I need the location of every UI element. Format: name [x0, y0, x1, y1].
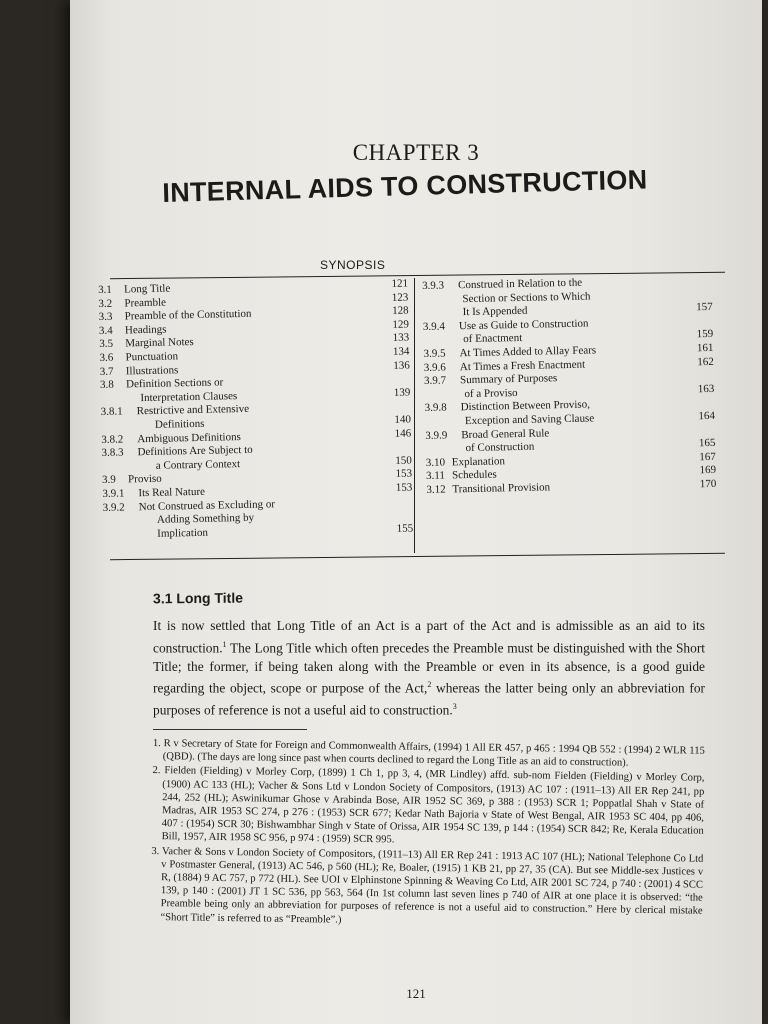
synopsis-entry-label: Restrictive and Extensive — [136, 403, 250, 418]
synopsis-entry-number: 3.5 — [99, 338, 114, 351]
body-text-3: whereas the latter being only an abbreviation for purposes of reference is not a useful aid to construction. — [153, 680, 705, 718]
synopsis-entry-label: Distinction Between Proviso, — [460, 398, 591, 414]
body-paragraph — [153, 617, 705, 720]
synopsis-entry-page: 134 — [392, 345, 410, 358]
synopsis-entry-page: 121 — [391, 277, 409, 290]
synopsis-entry-number: 3.9 — [101, 473, 116, 487]
synopsis-entry-number — [423, 315, 463, 316]
synopsis-entry-label: Marginal Notes — [125, 336, 194, 350]
synopsis-entry-number: 3.9.3 — [422, 279, 445, 292]
body-text-2: The Long Title which often precedes the Preamble must be distinguished with the Short Title; the former, if being taken along with the Preamble or even in its absence, is a good guide regarding the object, scope or purpose of the Act, — [153, 640, 705, 696]
synopsis-entry-label: Broad General Rule — [461, 426, 550, 441]
synopsis-right-column — [422, 274, 716, 498]
synopsis-entry-page: 157 — [696, 301, 713, 314]
synopsis-entry-label: Its Real Nature — [138, 485, 206, 500]
synopsis-entry-page: 140 — [394, 413, 412, 426]
synopsis-entry-label: Schedules — [451, 468, 497, 482]
synopsis-entry-label: Preamble — [124, 296, 167, 310]
synopsis-entry-number: 3.4 — [98, 324, 113, 337]
synopsis-entry-label: Adding Something by — [156, 511, 255, 526]
footnote-3: 3. Vacher & Sons v London Society of Compositors, (1911–13) All ER Rep 241 : 1913 AC 107 (HL); National Telephone Co Ltd v Postmaster General, (1913) AC 546, p 560 (HL); Re, Boaler, (1915) 1 KB 21, pp 27, 35 (CA). But see Middle-sex Justices v R, (1884) 9 AC 757, p 772 (HL). See UOI v Elphinstone Spinning & Weaving Co Ltd, AIR 2001 SC 724, p 740 : (2001) 4 SCC 139, p 140 : (2001) JT 1 SC 536, pp 563, 564 (In 1st column last seven lines p 740 of AIR at one place it is observed: “the Preamble being only an abbreviation for purposes of reference is not a useful aid to construction.” Here by clerical mistake “Short Title” is referred to as “Preamble”.) — [151, 845, 704, 926]
footnote-1: 1. R v Secretary of State for Foreign and Commonwealth Affairs, (1994) 1 All ER 457, p 465 : 1994 QB 552 : (1994) 2 WLR 115 (QBD). (The days are long since past when courts declined to regard the Long Title as an aid to construction). — [152, 737, 705, 769]
footnote-ref-2: 2 — [427, 680, 432, 690]
synopsis-entry-label: Summary of Purposes — [459, 372, 558, 387]
synopsis-entry-page: 162 — [697, 355, 714, 368]
synopsis-heading: SYNOPSIS — [320, 258, 386, 272]
synopsis-entry-page: 163 — [697, 382, 715, 395]
synopsis-entry-label: of a Proviso — [464, 386, 518, 400]
synopsis-entry-label: Construed in Relation to the — [457, 276, 583, 292]
synopsis-entry-number: 3.6 — [99, 351, 114, 364]
synopsis-entry-page: 128 — [392, 304, 409, 318]
synopsis-entry-page: 146 — [394, 427, 412, 440]
synopsis-entry-label: Section or Sections to Which — [462, 290, 591, 305]
body-text-1: It is now settled that Long Title of an Act is a part of the Act and is admissible as an aid to its construction. — [153, 618, 705, 656]
synopsis-entry-number: 3.10 — [425, 456, 446, 469]
synopsis-entry-label: a Contrary Context — [155, 457, 241, 472]
synopsis-entry-page: 155 — [396, 522, 414, 535]
synopsis-entry-number — [424, 397, 464, 398]
section-heading: 3.1 Long Title — [152, 589, 244, 607]
synopsis-left-column — [98, 278, 413, 543]
synopsis-entry-label: Definitions — [154, 417, 205, 431]
synopsis-entry-label: Definitions Are Subject to — [137, 443, 253, 459]
synopsis-entry-number: 3.9.5 — [423, 347, 446, 360]
chapter-title: INTERNAL AIDS TO CONSTRUCTION — [162, 164, 648, 208]
book-page — [70, 0, 762, 1024]
synopsis-entry-label: Transitional Provision — [452, 481, 551, 496]
synopsis-entry-page: 159 — [696, 328, 714, 341]
synopsis-entry-number: 3.9.1 — [102, 487, 125, 500]
synopsis-entry-label: At Times a Fresh Enactment — [459, 358, 586, 373]
synopsis-entry-number — [103, 523, 157, 524]
chapter-label: CHAPTER 3 — [352, 140, 480, 165]
synopsis-entry-number: 3.7 — [99, 365, 114, 378]
footnote-2: 2. Fielden (Fielding) v Morley Corp, (1899) 1 Ch 1, pp 3, 4, (MR Lindley) affd. sub-nom Fielden (Fielding) v Morley Corp, (1900) AC 133 (HL); Vacher & Sons Ltd v London Society of Compositors, (1913) AC 107 : (1911–13) All ER Rep 241, pp 244, 252 (HL); Aswinikumar Ghose v Arabinda Bose, AIR 1952 SC 369, p 388 : (1953) SCR 1; Poppatlal Shah v State of Madras, AIR 1953 SC 274, p 276 : (1953) SCR 677; Kedar Nath Bajoria v State of West Bengal, AIR 1953 SC 404, pp 406, 407 : (1954) SCR 30; Bishwambhar Singh v State of Orissa, AIR 1954 SC 139, p 144 : (1954) SCR 842; Re, Kerala Education Bill, 1957, AIR 1958 SC 956, p 974 : (1959) SCR 995. — [152, 765, 705, 846]
synopsis-entry-number — [423, 343, 463, 344]
synopsis-entry-page: 169 — [699, 464, 717, 477]
synopsis-entry-number: 3.9.7 — [423, 374, 447, 388]
synopsis-entry-number: 3.9.8 — [424, 401, 447, 415]
synopsis-divider — [414, 278, 415, 553]
synopsis-entry-page: 153 — [395, 481, 413, 494]
synopsis-entry-number — [425, 424, 465, 425]
synopsis-entry-number: 3.9.6 — [423, 361, 446, 374]
synopsis-entry-number — [103, 537, 157, 538]
synopsis-entry-page: 161 — [696, 341, 714, 355]
synopsis-entry-number: 3.9.2 — [102, 500, 125, 514]
synopsis-entry-page: 123 — [391, 291, 409, 304]
synopsis-entry-label: Interpretation Clauses — [140, 389, 238, 404]
synopsis-entry-number: 3.8.3 — [101, 446, 124, 460]
synopsis-entry-page: 139 — [393, 386, 411, 399]
synopsis-entry-label: Punctuation — [125, 350, 179, 364]
synopsis-entry-page: 136 — [393, 359, 410, 372]
synopsis-entry-page: 129 — [392, 318, 410, 331]
synopsis-entry-number: 3.1 — [98, 283, 112, 296]
synopsis-entry-label: Use as Guide to Construction — [458, 317, 589, 333]
synopsis-bottom-rule — [110, 553, 725, 561]
synopsis-entry-label: Implication — [157, 526, 209, 540]
synopsis-entry-number — [422, 302, 462, 303]
footnote-rule — [153, 729, 307, 730]
synopsis-entry-label: Proviso — [127, 473, 162, 486]
synopsis-entry-page: 133 — [392, 331, 410, 345]
synopsis-entry-page: 153 — [395, 467, 413, 481]
synopsis-entry-number: 3.8.1 — [100, 405, 123, 419]
synopsis-entry-label: Preamble of the Constitution — [124, 307, 252, 323]
synopsis-entry-page: 167 — [699, 450, 716, 463]
synopsis-entry-label: At Times Added to Allay Fears — [459, 344, 597, 360]
synopsis-entry-number — [100, 401, 140, 402]
synopsis-entry-number: 3.8.2 — [101, 433, 124, 446]
synopsis-entry-label: Headings — [124, 323, 167, 337]
synopsis-entry-page: 170 — [699, 477, 717, 491]
synopsis-entry-page: 165 — [698, 437, 716, 450]
synopsis-entry-number — [102, 469, 156, 470]
synopsis-entry-number: 3.3 — [98, 310, 113, 324]
synopsis-entry-number — [101, 428, 155, 429]
synopsis-entry-page: 164 — [698, 409, 716, 423]
footnote-ref-3: 3 — [452, 702, 457, 712]
synopsis-entry-number: 3.2 — [98, 297, 113, 310]
synopsis-entry-label: Ambiguous Definitions — [137, 430, 241, 445]
synopsis-entry-number — [426, 451, 466, 452]
synopsis-entry-number: 3.9.9 — [425, 429, 448, 442]
footnotes — [150, 737, 705, 933]
synopsis-entry-label: It Is Appended — [462, 304, 528, 319]
synopsis-entry-number: 3.8 — [99, 378, 114, 392]
page-number: 121 — [406, 986, 426, 1001]
synopsis-entry-label: Illustrations — [125, 363, 179, 377]
synopsis-entry-label: Explanation — [451, 455, 506, 469]
synopsis-entry-number: 3.12 — [426, 483, 446, 496]
synopsis-entry-number: 3.11 — [425, 469, 446, 483]
synopsis-entry-label: Exception and Saving Clause — [464, 412, 595, 428]
synopsis-entry-label: of Construction — [465, 440, 535, 455]
synopsis-entry-page: 150 — [395, 454, 412, 467]
synopsis-entry-label: Definition Sections or — [125, 376, 224, 391]
synopsis-entry-label: Long Title — [123, 282, 171, 296]
synopsis-entry-label: Not Construed as Excluding or — [138, 497, 276, 513]
synopsis-entry-label: of Enactment — [463, 332, 523, 346]
synopsis-entry-number: 3.9.4 — [422, 320, 446, 333]
footnote-ref-1: 1 — [222, 639, 227, 649]
